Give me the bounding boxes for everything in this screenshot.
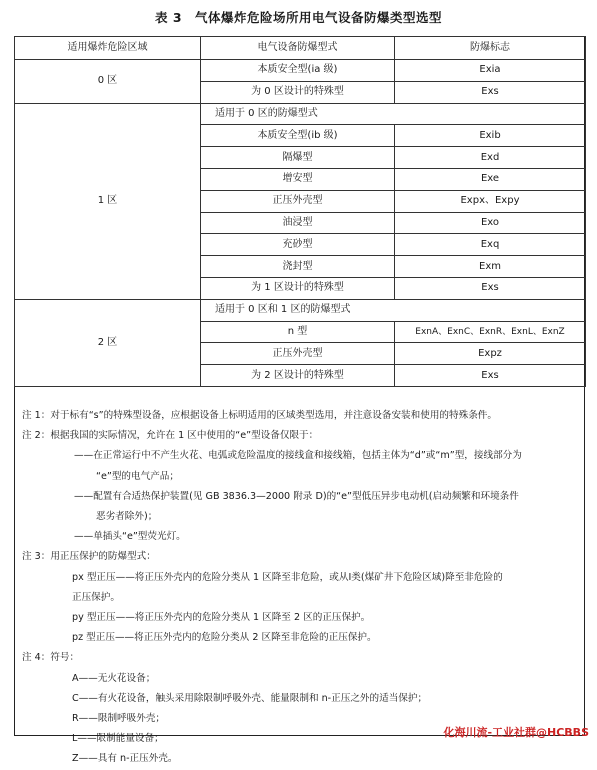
table-row: [15, 103, 586, 125]
watermark-text: 化海川流-工业社群@HCBBS: [443, 726, 589, 739]
mark-cell: Exm: [395, 256, 586, 278]
table-header-row: [15, 37, 586, 60]
mark-cell: Exib: [395, 125, 586, 147]
type-cell: 隔爆型: [201, 147, 395, 169]
note-2-item: ——单插头“e”型荧光灯。: [74, 531, 186, 543]
type-cell: n 型: [201, 321, 395, 343]
mark-cell: Exe: [395, 168, 586, 190]
type-cell: 充砂型: [201, 234, 395, 256]
mark-cell: Exo: [395, 212, 586, 234]
type-cell: 浇封型: [201, 256, 395, 278]
mark-cell: Exia: [395, 60, 586, 82]
note-4-symbol: A——无火花设备；: [72, 672, 156, 684]
mark-cell: Expx、Expy: [395, 190, 586, 212]
mark-cell: Exs: [395, 365, 586, 387]
type-span-cell: 适用于 0 区的防爆型式: [201, 103, 586, 125]
note-4-symbol: C——有火花设备，触头采用除限制呼吸外壳、能量限制和 n-正压之外的适当保护；: [72, 692, 428, 704]
mark-cell: Expz: [395, 343, 586, 365]
note-4-symbol: L——限制能量设备；: [72, 733, 164, 745]
note-4-symbol: R——限制呼吸外壳；: [72, 713, 166, 725]
type-cell: 增安型: [201, 168, 395, 190]
explosion-proof-table: [14, 36, 586, 387]
type-span-cell: 适用于 0 区和 1 区的防爆型式: [201, 299, 586, 321]
header-zone: 适用爆炸危险区域: [15, 37, 201, 60]
mark-cell: Exd: [395, 147, 586, 169]
note-4-symbol: Z——具有 n-正压外壳。: [72, 753, 178, 765]
zone-0-cell: 0 区: [15, 60, 201, 104]
type-cell: 本质安全型(ia 级): [201, 60, 395, 82]
table-title: 表 3 气体爆炸危险场所用电气设备防爆类型选型: [154, 10, 443, 25]
type-cell: 油浸型: [201, 212, 395, 234]
type-cell: 正压外壳型: [201, 190, 395, 212]
header-type: 电气设备防爆型式: [201, 37, 395, 60]
note-3-item: pz 型正压——将正压外壳内的危险分类从 2 区降至非危险的正压保护。: [72, 632, 377, 644]
type-cell: 正压外壳型: [201, 343, 395, 365]
type-cell: 为 0 区设计的特殊型: [201, 81, 395, 103]
note-2-item: ——在正常运行中不产生火花、电弧或危险温度的接线盒和接线箱，包括主体为“d”或“m”型，接线部分为: [74, 450, 522, 462]
note-2: 注 2：根据我国的实际情况，允许在 1 区中使用的“e”型设备仅限于：: [22, 430, 319, 442]
mark-cell: Exs: [395, 81, 586, 103]
type-cell: 为 1 区设计的特殊型: [201, 277, 395, 299]
note-3-item: py 型正压——将正压外壳内的危险分类从 1 区降至 2 区的正压保护。: [72, 612, 371, 624]
type-cell: 为 2 区设计的特殊型: [201, 365, 395, 387]
note-2-item: ——配置有合适热保护装置(见 GB 3836.3—2000 附录 D)的“e”型低压异步电动机(启动频繁和环境条件: [74, 490, 519, 502]
note-3-item: px 型正压——将正压外壳内的危险分类从 1 区降至非危险，或从Ⅰ类(煤矿井下危险区域)降至非危险的: [72, 571, 503, 583]
table-row: [15, 60, 586, 82]
zone-2-cell: 2 区: [15, 299, 201, 386]
note-1: 注 1：对于标有“s”的特殊型设备，应根据设备上标明适用的区域类型选用，并注意设备安装和使用的特殊条件。: [22, 410, 497, 421]
note-4: 注 4：符号：: [22, 652, 80, 664]
note-3-item-cont: 正压保护。: [72, 591, 120, 603]
mark-cell: Exq: [395, 234, 586, 256]
notes-section: [22, 406, 578, 770]
note-2-item-cont: “e”型的电气产品；: [96, 470, 179, 482]
zone-1-cell: 1 区: [15, 103, 201, 299]
note-2-item-cont: 恶劣者除外)；: [96, 511, 158, 523]
table-row: [15, 299, 586, 321]
note-3: 注 3：用正压保护的防爆型式：: [22, 551, 156, 563]
header-mark: 防爆标志: [395, 37, 586, 60]
mark-cell: Exs: [395, 277, 586, 299]
type-cell: 本质安全型(ib 级): [201, 125, 395, 147]
mark-cell: ExnA、ExnC、ExnR、ExnL、ExnZ: [395, 321, 586, 343]
